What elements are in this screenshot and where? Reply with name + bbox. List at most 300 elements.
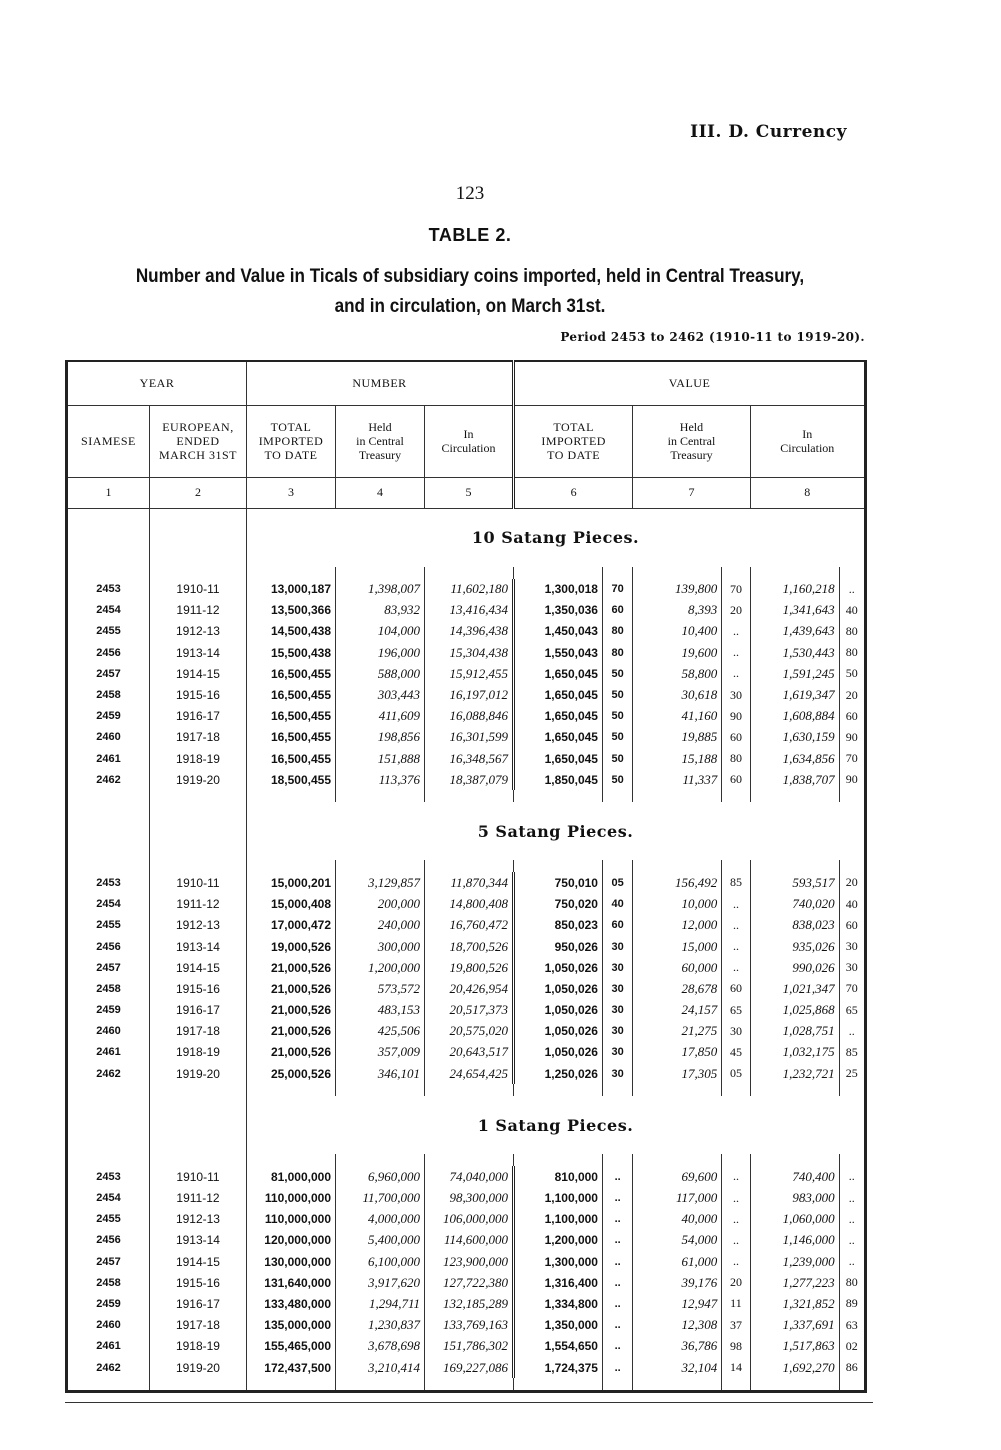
siamese-year-cell: 2454 (67, 894, 150, 915)
value-total-imported-satang-cell: 50 (602, 748, 632, 769)
total-imported-cell: 15,500,438 (247, 642, 336, 663)
in-circulation-cell: 15,912,455 (424, 663, 513, 684)
table-row (67, 1336, 866, 1357)
column-number-6: 6 (514, 477, 633, 508)
value-in-circulation-cell: 1,337,691 (750, 1315, 839, 1336)
number-group-header: NUMBER (247, 361, 514, 405)
value-total-imported-cell: 1,100,000 (514, 1187, 603, 1208)
value-held-cell: 117,000 (633, 1187, 722, 1208)
value-held-satang-cell: 30 (722, 1021, 750, 1042)
siamese-year-cell: 2454 (67, 1187, 150, 1208)
value-held-satang-cell: 11 (722, 1293, 750, 1314)
column-number-7: 7 (633, 477, 750, 508)
value-held-satang-cell: .. (722, 1166, 750, 1187)
table-row (67, 1293, 866, 1314)
value-in-circulation-satang-cell: 02 (845, 1338, 858, 1353)
value-total-imported-cell: 810,000 (514, 1166, 603, 1187)
value-in-circulation-satang-cell: .. (848, 1232, 855, 1247)
value-in-circulation-cell: 1,239,000 (750, 1251, 839, 1272)
value-total-imported-satang-cell: 80 (602, 621, 632, 642)
in-circulation-cell: 24,654,425 (424, 1063, 513, 1084)
value-in-circulation-cell: 1,232,721 (750, 1063, 839, 1084)
total-imported-cell: 155,465,000 (247, 1336, 336, 1357)
bottom-rule (65, 1402, 873, 1403)
total-imported-cell: 21,000,526 (247, 978, 336, 999)
european-year-cell: 1913-14 (149, 642, 246, 663)
siamese-year-cell: 2462 (67, 769, 150, 790)
value-in-circulation-satang-cell: 20 (845, 687, 858, 702)
value-in-circulation-satang-cell: 30 (845, 960, 858, 975)
in-circulation-cell: 169,227,086 (424, 1357, 513, 1378)
value-total-imported-cell: 1,100,000 (514, 1209, 603, 1230)
value-total-imported-cell: 1,724,375 (514, 1357, 603, 1378)
section-title-row (67, 508, 866, 567)
in-circulation-cell: 114,600,000 (424, 1230, 513, 1251)
value-in-circulation-cell: 1,321,852 (750, 1293, 839, 1314)
value-total-imported-satang-cell: 40 (602, 894, 632, 915)
total-imported-cell: 133,480,000 (247, 1293, 336, 1314)
held-in-treasury-cell: 5,400,000 (336, 1230, 425, 1251)
section-title-row (67, 1096, 866, 1154)
value-in-circulation-satang-cell: 70 (845, 751, 858, 766)
held-in-treasury-cell: 151,888 (336, 748, 425, 769)
section-title: 1 Satang Pieces. (477, 1115, 634, 1135)
siamese-year-cell: 2456 (67, 936, 150, 957)
table-row (67, 957, 866, 978)
in-circulation-cell: 15,304,438 (424, 642, 513, 663)
value-total-imported-satang-cell: .. (602, 1230, 632, 1251)
in-circulation-cell: 18,700,526 (424, 936, 513, 957)
table-row (67, 1357, 866, 1378)
european-year-cell: 1919-20 (149, 1063, 246, 1084)
held-in-treasury-cell: 4,000,000 (336, 1209, 425, 1230)
column-number-1: 1 (67, 477, 150, 508)
value-held-satang-cell: .. (722, 621, 750, 642)
value-in-circulation-satang-cell: .. (848, 581, 855, 596)
held-in-treasury-cell: 1,294,711 (336, 1293, 425, 1314)
value-in-circulation-satang-cell: 40 (845, 896, 858, 911)
value-total-imported-cell: 1,050,026 (514, 1042, 603, 1063)
total-imported-cell: 131,640,000 (247, 1272, 336, 1293)
table-row (67, 1000, 866, 1021)
table-row (67, 978, 866, 999)
european-year-cell: 1919-20 (149, 1357, 246, 1378)
value-held-cell: 10,400 (633, 621, 722, 642)
value-in-circulation-cell: 1,692,270 (750, 1357, 839, 1378)
value-total-imported-satang-cell: 30 (602, 1021, 632, 1042)
held-in-treasury-cell: 104,000 (336, 621, 425, 642)
siamese-header: SIAMESE (67, 405, 150, 477)
siamese-year-cell: 2456 (67, 1230, 150, 1251)
value-in-circulation-satang-cell: 80 (845, 623, 858, 638)
value-in-circulation-satang-cell: 90 (845, 729, 858, 744)
value-total-imported-satang-cell: 70 (602, 579, 632, 600)
siamese-year-cell: 2459 (67, 706, 150, 727)
value-held-satang-cell: 05 (722, 1063, 750, 1084)
value-total-imported-satang-cell: 60 (602, 915, 632, 936)
value-total-imported-satang-cell: .. (602, 1251, 632, 1272)
value-in-circulation-satang-cell: .. (848, 1211, 855, 1226)
value-total-imported-cell: 1,334,800 (514, 1293, 603, 1314)
value-total-imported-satang-cell: .. (602, 1166, 632, 1187)
value-in-circulation-cell: 1,838,707 (750, 769, 839, 790)
value-held-cell: 139,800 (633, 579, 722, 600)
value-total-imported-satang-cell: 50 (602, 663, 632, 684)
total-imported-cell: 120,000,000 (247, 1230, 336, 1251)
siamese-year-cell: 2453 (67, 1166, 150, 1187)
value-in-circulation-cell: 1,146,000 (750, 1230, 839, 1251)
value-total-imported-cell: 1,850,045 (514, 769, 603, 790)
total-imported-cell: 135,000,000 (247, 1315, 336, 1336)
in-circulation-cell: 16,197,012 (424, 684, 513, 705)
total-imported-cell: 16,500,455 (247, 663, 336, 684)
held-in-treasury-cell: 3,917,620 (336, 1272, 425, 1293)
value-in-circulation-cell: 990,026 (750, 957, 839, 978)
value-total-imported-satang-cell: 05 (602, 872, 632, 893)
table-row (67, 579, 866, 600)
held-in-treasury-cell: 113,376 (336, 769, 425, 790)
value-in-circulation-satang-cell: 70 (845, 981, 858, 996)
value-in-circulation-header: In Circulation (750, 405, 865, 477)
total-imported-cell: 16,500,455 (247, 748, 336, 769)
total-imported-cell: 13,500,366 (247, 600, 336, 621)
siamese-year-cell: 2462 (67, 1063, 150, 1084)
section-title: 5 Satang Pieces. (477, 821, 634, 841)
table-subtitle (47, 262, 893, 322)
european-year-cell: 1919-20 (149, 769, 246, 790)
total-imported-cell: 25,000,526 (247, 1063, 336, 1084)
section-title: 10 Satang Pieces. (471, 528, 640, 547)
value-total-imported-cell: 850,023 (514, 915, 603, 936)
value-in-circulation-cell: 593,517 (750, 872, 839, 893)
in-circulation-cell: 20,426,954 (424, 978, 513, 999)
value-held-satang-cell: .. (722, 894, 750, 915)
total-imported-cell: 15,000,408 (247, 894, 336, 915)
value-total-imported-cell: 1,550,043 (514, 642, 603, 663)
value-total-imported-cell: 1,350,036 (514, 600, 603, 621)
siamese-year-cell: 2457 (67, 957, 150, 978)
value-total-imported-satang-cell: .. (602, 1187, 632, 1208)
in-circulation-cell: 16,760,472 (424, 915, 513, 936)
held-in-treasury-cell: 6,100,000 (336, 1251, 425, 1272)
held-in-treasury-cell: 83,932 (336, 600, 425, 621)
held-in-treasury-cell: 3,129,857 (336, 872, 425, 893)
held-in-treasury-cell: 3,210,414 (336, 1357, 425, 1378)
european-year-cell: 1913-14 (149, 1230, 246, 1251)
value-total-imported-cell: 1,050,026 (514, 1021, 603, 1042)
total-imported-cell: 172,437,500 (247, 1357, 336, 1378)
value-in-circulation-satang-cell: 25 (845, 1066, 858, 1081)
siamese-year-cell: 2455 (67, 915, 150, 936)
held-in-treasury-cell: 425,506 (336, 1021, 425, 1042)
value-held-satang-cell: 60 (722, 978, 750, 999)
value-in-circulation-cell: 1,160,218 (750, 579, 839, 600)
value-held-cell: 156,492 (633, 872, 722, 893)
european-year-cell: 1914-15 (149, 1251, 246, 1272)
total-imported-cell: 21,000,526 (247, 1021, 336, 1042)
value-held-satang-cell: 60 (722, 769, 750, 790)
value-held-cell: 12,308 (633, 1315, 722, 1336)
table-row (67, 1230, 866, 1251)
siamese-year-cell: 2460 (67, 1315, 150, 1336)
value-total-imported-cell: 1,350,000 (514, 1315, 603, 1336)
value-held-cell: 10,000 (633, 894, 722, 915)
value-in-circulation-cell: 1,060,000 (750, 1209, 839, 1230)
value-held-satang-cell: 37 (722, 1315, 750, 1336)
value-total-imported-cell: 1,650,045 (514, 684, 603, 705)
held-in-treasury-cell: 573,572 (336, 978, 425, 999)
value-held-cell: 15,188 (633, 748, 722, 769)
total-imported-cell: 110,000,000 (247, 1209, 336, 1230)
total-imported-cell: 14,500,438 (247, 621, 336, 642)
value-held-cell: 12,000 (633, 915, 722, 936)
held-in-treasury-cell: 411,609 (336, 706, 425, 727)
column-number-3: 3 (247, 477, 336, 508)
in-circulation-cell: 11,870,344 (424, 872, 513, 893)
held-in-treasury-cell: 198,856 (336, 727, 425, 748)
siamese-year-cell: 2462 (67, 1357, 150, 1378)
value-total-imported-cell: 1,316,400 (514, 1272, 603, 1293)
siamese-year-cell: 2461 (67, 748, 150, 769)
value-total-imported-cell: 750,020 (514, 894, 603, 915)
table-row (67, 684, 866, 705)
value-held-cell: 8,393 (633, 600, 722, 621)
value-held-satang-cell: 90 (722, 706, 750, 727)
siamese-year-cell: 2453 (67, 579, 150, 600)
value-held-cell: 12,947 (633, 1293, 722, 1314)
held-in-treasury-cell: 300,000 (336, 936, 425, 957)
in-circulation-cell: 19,800,526 (424, 957, 513, 978)
value-total-imported-satang-cell: .. (602, 1315, 632, 1336)
value-in-circulation-satang-cell: 90 (845, 772, 858, 787)
value-total-imported-cell: 1,050,026 (514, 1000, 603, 1021)
table-row (67, 894, 866, 915)
table-row (67, 1315, 866, 1336)
value-total-imported-satang-cell: .. (602, 1293, 632, 1314)
siamese-year-cell: 2459 (67, 1000, 150, 1021)
value-in-circulation-satang-cell: .. (848, 1254, 855, 1269)
value-held-satang-cell: .. (722, 1230, 750, 1251)
in-circulation-cell: 11,602,180 (424, 579, 513, 600)
value-held-satang-cell: 30 (722, 684, 750, 705)
value-total-imported-satang-cell: 30 (602, 936, 632, 957)
held-in-treasury-cell: 357,009 (336, 1042, 425, 1063)
held-in-treasury-cell: 196,000 (336, 642, 425, 663)
european-year-cell: 1915-16 (149, 684, 246, 705)
value-total-imported-satang-cell: .. (602, 1209, 632, 1230)
table-row (67, 1021, 866, 1042)
european-year-cell: 1915-16 (149, 978, 246, 999)
total-imported-cell: 17,000,472 (247, 915, 336, 936)
total-imported-cell: 16,500,455 (247, 684, 336, 705)
in-circulation-cell: 127,722,380 (424, 1272, 513, 1293)
value-total-imported-satang-cell: .. (602, 1357, 632, 1378)
value-in-circulation-satang-cell: .. (848, 1169, 855, 1184)
subtitle-line-2: and in circulation, on March 31st. (334, 296, 606, 317)
value-in-circulation-cell: 1,021,347 (750, 978, 839, 999)
page-number: 123 (455, 183, 485, 204)
total-imported-cell: 21,000,526 (247, 1000, 336, 1021)
value-total-imported-cell: 1,300,018 (514, 579, 603, 600)
value-total-imported-satang-cell: 50 (602, 684, 632, 705)
in-circulation-cell: 20,643,517 (424, 1042, 513, 1063)
value-in-circulation-cell: 1,028,751 (750, 1021, 839, 1042)
value-in-circulation-satang-cell: 63 (845, 1317, 858, 1332)
value-in-circulation-satang-cell: 60 (845, 917, 858, 932)
table-row (67, 1251, 866, 1272)
european-year-cell: 1915-16 (149, 1272, 246, 1293)
european-year-cell: 1916-17 (149, 1000, 246, 1021)
siamese-year-cell: 2458 (67, 1272, 150, 1293)
european-year-cell: 1918-19 (149, 1336, 246, 1357)
siamese-year-cell: 2461 (67, 1336, 150, 1357)
value-total-imported-cell: 1,050,026 (514, 978, 603, 999)
value-held-satang-cell: 65 (722, 1000, 750, 1021)
in-circulation-cell: 74,040,000 (424, 1166, 513, 1187)
held-in-treasury-cell: 346,101 (336, 1063, 425, 1084)
value-total-imported-cell: 1,650,045 (514, 727, 603, 748)
value-total-imported-cell: 750,010 (514, 872, 603, 893)
table-row (67, 600, 866, 621)
value-total-imported-satang-cell: 50 (602, 706, 632, 727)
value-held-satang-cell: .. (722, 1187, 750, 1208)
european-header: EUROPEAN, ENDED MARCH 31ST (149, 405, 246, 477)
value-held-satang-cell: 80 (722, 748, 750, 769)
value-in-circulation-satang-cell: 40 (845, 602, 858, 617)
column-number-2: 2 (149, 477, 246, 508)
section-heading: III. D. Currency (690, 122, 847, 142)
value-in-circulation-cell: 983,000 (750, 1187, 839, 1208)
in-circulation-cell: 14,800,408 (424, 894, 513, 915)
in-circulation-cell: 14,396,438 (424, 621, 513, 642)
value-total-imported-cell: 1,250,026 (514, 1063, 603, 1084)
in-circulation-cell: 151,786,302 (424, 1336, 513, 1357)
value-in-circulation-cell: 1,591,245 (750, 663, 839, 684)
held-in-treasury-cell: 588,000 (336, 663, 425, 684)
value-held-satang-cell: .. (722, 957, 750, 978)
value-total-imported-cell: 1,450,043 (514, 621, 603, 642)
total-imported-cell: 16,500,455 (247, 727, 336, 748)
value-total-imported-cell: 1,300,000 (514, 1251, 603, 1272)
table-row (67, 706, 866, 727)
siamese-year-cell: 2455 (67, 621, 150, 642)
total-imported-cell: 21,000,526 (247, 957, 336, 978)
value-in-circulation-cell: 1,634,856 (750, 748, 839, 769)
value-in-circulation-cell: 1,608,884 (750, 706, 839, 727)
european-year-cell: 1916-17 (149, 1293, 246, 1314)
value-held-satang-cell: 20 (722, 1272, 750, 1293)
value-total-imported-cell: 1,554,650 (514, 1336, 603, 1357)
held-in-treasury-cell: 1,200,000 (336, 957, 425, 978)
european-year-cell: 1911-12 (149, 600, 246, 621)
value-total-imported-satang-cell: 30 (602, 957, 632, 978)
table-row (67, 1063, 866, 1084)
value-held-cell: 69,600 (633, 1166, 722, 1187)
value-held-cell: 17,850 (633, 1042, 722, 1063)
value-total-imported-satang-cell: 80 (602, 642, 632, 663)
value-total-imported-satang-cell: 30 (602, 978, 632, 999)
value-held-satang-cell: 45 (722, 1042, 750, 1063)
value-in-circulation-cell: 838,023 (750, 915, 839, 936)
value-total-imported-cell: 1,650,045 (514, 748, 603, 769)
value-total-imported-satang-cell: 50 (602, 727, 632, 748)
value-held-cell: 21,275 (633, 1021, 722, 1042)
value-in-circulation-cell: 1,341,643 (750, 600, 839, 621)
value-total-imported-cell: 1,650,045 (514, 663, 603, 684)
value-held-cell: 15,000 (633, 936, 722, 957)
subtitle-line-1: Number and Value in Ticals of subsidiary coins imported, held in Central Treasury, (135, 266, 805, 287)
table-row (67, 642, 866, 663)
siamese-year-cell: 2454 (67, 600, 150, 621)
in-circulation-header: In Circulation (424, 405, 513, 477)
value-in-circulation-satang-cell: 80 (845, 1275, 858, 1290)
siamese-year-cell: 2457 (67, 663, 150, 684)
table-row (67, 663, 866, 684)
value-total-imported-header: TOTAL IMPORTED TO DATE (514, 405, 633, 477)
value-in-circulation-satang-cell: 80 (845, 645, 858, 660)
held-in-treasury-cell: 303,443 (336, 684, 425, 705)
value-held-cell: 30,618 (633, 684, 722, 705)
european-year-cell: 1917-18 (149, 1315, 246, 1336)
held-in-treasury-cell: 6,960,000 (336, 1166, 425, 1187)
value-held-satang-cell: 60 (722, 727, 750, 748)
value-held-cell: 11,337 (633, 769, 722, 790)
total-imported-cell: 110,000,000 (247, 1187, 336, 1208)
european-year-cell: 1911-12 (149, 894, 246, 915)
value-held-satang-cell: .. (722, 915, 750, 936)
value-in-circulation-cell: 740,020 (750, 894, 839, 915)
value-held-cell: 19,885 (633, 727, 722, 748)
value-held-cell: 60,000 (633, 957, 722, 978)
value-in-circulation-satang-cell: 86 (845, 1360, 858, 1375)
value-held-cell: 36,786 (633, 1336, 722, 1357)
value-held-cell: 54,000 (633, 1230, 722, 1251)
value-in-circulation-satang-cell: .. (848, 1023, 855, 1038)
value-in-circulation-cell: 1,032,175 (750, 1042, 839, 1063)
european-year-cell: 1918-19 (149, 748, 246, 769)
table-row (67, 621, 866, 642)
european-year-cell: 1910-11 (149, 1166, 246, 1187)
total-imported-cell: 16,500,455 (247, 706, 336, 727)
value-total-imported-satang-cell: 30 (602, 1000, 632, 1021)
value-total-imported-satang-cell: 30 (602, 1063, 632, 1084)
siamese-year-cell: 2458 (67, 684, 150, 705)
held-in-treasury-cell: 483,153 (336, 1000, 425, 1021)
in-circulation-cell: 133,769,163 (424, 1315, 513, 1336)
european-year-cell: 1916-17 (149, 706, 246, 727)
table-row (67, 748, 866, 769)
column-number-8: 8 (750, 477, 865, 508)
european-year-cell: 1913-14 (149, 936, 246, 957)
value-in-circulation-cell: 1,630,159 (750, 727, 839, 748)
in-circulation-cell: 16,301,599 (424, 727, 513, 748)
value-held-cell: 28,678 (633, 978, 722, 999)
value-held-satang-cell: 85 (722, 872, 750, 893)
table-row (67, 1209, 866, 1230)
total-imported-cell: 18,500,455 (247, 769, 336, 790)
value-total-imported-satang-cell: .. (602, 1272, 632, 1293)
table-row (67, 769, 866, 790)
year-group-header: YEAR (67, 361, 247, 405)
in-circulation-cell: 16,348,567 (424, 748, 513, 769)
siamese-year-cell: 2461 (67, 1042, 150, 1063)
table-row (67, 1187, 866, 1208)
held-in-treasury-cell: 11,700,000 (336, 1187, 425, 1208)
held-in-treasury-cell: 1,230,837 (336, 1315, 425, 1336)
siamese-year-cell: 2459 (67, 1293, 150, 1314)
european-year-cell: 1917-18 (149, 1021, 246, 1042)
total-imported-cell: 21,000,526 (247, 1042, 336, 1063)
